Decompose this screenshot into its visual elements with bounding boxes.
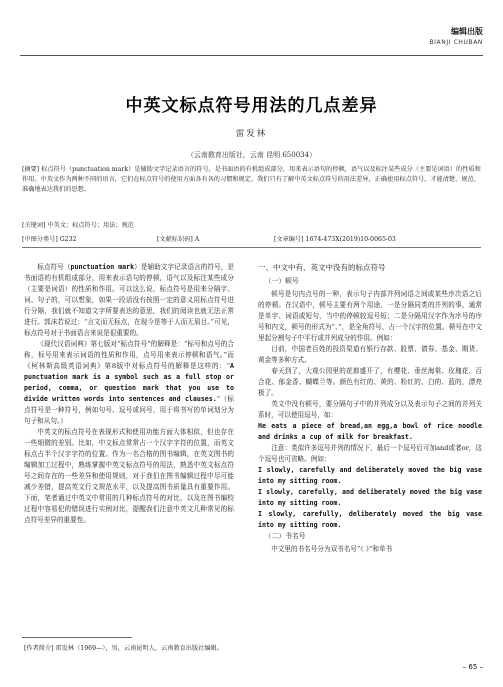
- text-run: ”（标点符号是一种符号，例如句号、逗号或问号，用于将书写的单词划分为句子和从句。）: [24, 395, 234, 425]
- abstract-text: 标点符号（punctuation mark）是辅助文字记录语言的符号，是书面语的有机组成部分，用来表示语句的停顿，语气以及标注某些成分（主要是词语）的性质和作用。中英文作为两种不同的语言，它们在标点符号的使用方面各有各的习惯和规定。我们只有了解中英文标点符号的用法差异，正确使用标点符号，才能清楚、规范、准确地表达我们的思想。: [22, 166, 481, 193]
- paragraph: 中英文的标点符号在表现形式和使用功能方面大体相似，但也存在一些细微的差别。比如，中文标点常常占一个汉字字符的位置，而英文标点占半个汉字字符的位置。作为一名合格的图书编辑，在英文图书的编辑加工过程中，熟练掌握中英文标点符号的用法，熟悉中英文标点符号之间存在的一些差异和使用规则，对于我们在图书编辑过程中尽可能减少差错，提高英文行文规范水平，以及提高图书质量具有重要作用。下面，笔者通过中英文中常用的几种标点符号的对比，以及在图书编校过程中容易犯的错误进行实例对比，提醒我们注意中英文几种常见的标点符号差异的重要性。: [24, 428, 234, 524]
- author-bio-footnote: [作者简介] 雷发林（1969—），男，云南昆明人，云南教育出版社编辑。: [24, 645, 223, 652]
- keywords-text: 中英文；标点符号；用法；规范: [47, 222, 134, 229]
- article-title: 中英文标点符号用法的几点差异: [125, 96, 378, 116]
- english-term: punctuation mark: [70, 263, 135, 271]
- example-sentence: 目前，中国老百姓的投资渠道有银行存款、股票、债券、基金、期货、黄金等多种方式。: [258, 345, 482, 364]
- subsection-heading: （二）书名号: [264, 532, 306, 540]
- section-name-en: BIANJI CHUBAN: [429, 39, 483, 46]
- header-rule: [20, 55, 483, 56]
- abstract-label: [摘要]: [22, 166, 40, 173]
- paragraph: [24, 339, 234, 427]
- doc-label: [文献标识码]: [157, 236, 193, 243]
- text-run: 标点符号（: [37, 263, 71, 271]
- clc-label: [中图分类号]: [22, 236, 58, 243]
- right-column: [258, 262, 482, 555]
- author-affiliation: （云南教育出版社，云南 昆明 650034）: [186, 151, 317, 159]
- paragraph: 注意：类似许多逗号并列的情况下，最后一个逗号后可加and或者or，这个逗号也可省略。例如：: [258, 444, 482, 463]
- document-code: [157, 234, 274, 243]
- page-number: – 65 –: [462, 663, 483, 671]
- section-heading: 一、中文中有、英文中没有的标点符号: [258, 263, 386, 272]
- clc-value: G232: [59, 236, 77, 243]
- keywords: [22, 220, 481, 229]
- english-example: He eats a piece of bread,an egg,a bowl of rice noodle and drinks a cup of milk for breakfast.: [258, 422, 482, 441]
- footnote-rule: [22, 637, 132, 638]
- english-quote: A punctuation mark is a symbol such as a full stop or period, comma, or question mark that you use to divide written words into sentences and clauses.: [24, 362, 234, 403]
- english-example: I slowly, carefully and deliberately moved the big vase into my sitting room.: [258, 466, 482, 485]
- left-column: [24, 262, 234, 526]
- english-example: I slowly, carefully, deliberately moved the big vase into my sitting room.: [258, 510, 482, 529]
- article-label: [文章编号]: [274, 236, 304, 243]
- doc-value: A: [194, 236, 200, 243]
- keywords-label: [关键词]: [22, 222, 46, 229]
- abstract: [22, 165, 481, 195]
- example-sentence: 春天到了，大观公园里的花都盛开了，有樱花、垂丝海棠、玫瑰花、百合花、郁金香、蝴蝶兰等。颜色有红的、黄的、粉红的、白的、蓝的，漂亮极了。: [258, 367, 482, 397]
- paragraph: 英文中没有顿号，要分隔句子中的并列成分以及表示句子之间的并列关系时，可以使用逗号，如：: [258, 400, 482, 419]
- paragraph: [24, 262, 234, 339]
- section-name-cn: 编辑出版: [451, 27, 483, 36]
- article-value: 1674-473X(2019)10-0065-03: [305, 236, 396, 243]
- paragraph: 顿号是句内点号的一种，表示句子内部并列词语之间或某些序次语之后的停顿。在汉语中，顿号主要有两个用途，一是分隔同类的并列的事，通常是单字、词语或短句，当中的停顿较逗号短；二是分隔用汉字作为序号的序号和内文，顿号的形式为“、”，是全角符号，占一个汉字的位置。顿号在中文里起分割句子中平行或并列成分的作用。例如：: [258, 290, 482, 342]
- subsection-heading: （一）顿号: [264, 277, 299, 285]
- abstract-divider: [22, 247, 481, 248]
- article-number: [274, 234, 396, 243]
- paragraph: 中文里的书名号分为双书名号“《 》”和单书: [271, 545, 393, 553]
- text-run: 《现代汉语词典》第七版对“标点符号”的解释是：“标号和点号的合称，标号用来表示词语的性质和作用，点号用来表示停顿和语气。”而《柯林斯高级英语词典》第8版中对标点符号的解释是这样的：“: [24, 340, 234, 370]
- english-example: I slowly, carefully, and deliberately moved the big vase into my sitting room.: [258, 488, 482, 507]
- author-name: 雷发林: [235, 129, 268, 139]
- running-header: [429, 26, 483, 46]
- clc-number: [22, 234, 157, 243]
- text-run: ）是辅助文字记录语言的符号，是书面语的有机组成部分，用来表示语句的停顿，语气以及标注某些成分（主要是词语）的性质和作用。可以这么说，标点符号是用来分隔字、词、句子的，可以想象，如果一段话没有按照一定的意义用标点符号进行分隔，我们就不知道文字所要表达的意思，我们的阅读也就无法正常进行。郭沫若说过：“言文而无标点，在现今是等于人而无眉目。”可见，标点符号对于书面语言来说是很重要的。: [24, 263, 235, 337]
- classification-row: [22, 234, 481, 243]
